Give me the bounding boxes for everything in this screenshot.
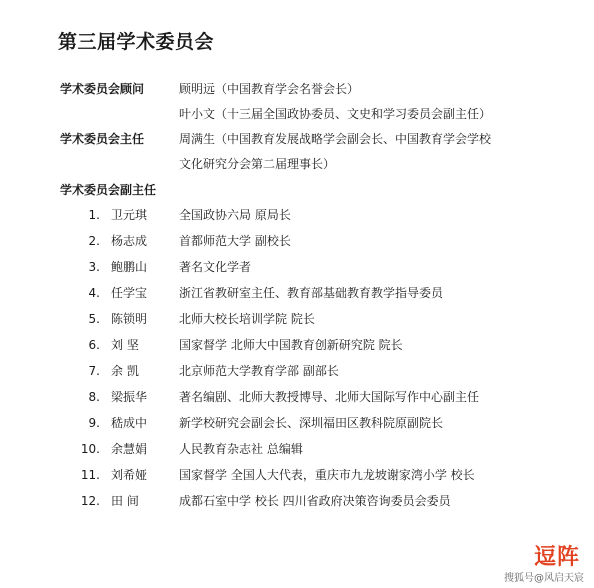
vice-chair-label: 学术委员会副主任	[60, 183, 157, 197]
member-name: 卫元琪	[111, 208, 148, 222]
member-description: 成都石室中学 校长 四川省政府决策咨询委员会委员	[179, 494, 451, 508]
list-item	[0, 389, 594, 405]
list-item	[0, 467, 594, 483]
member-description: 著名编剧、北师大教授博导、北师大国际写作中心副主任	[179, 390, 480, 404]
member-name: 梁振华	[111, 390, 148, 404]
member-number: 8.	[88, 390, 100, 404]
list-item	[0, 337, 594, 353]
member-name: 余 凯	[111, 364, 139, 378]
member-number: 7.	[88, 364, 100, 378]
member-description: 北京师范大学教育学部 副部长	[179, 364, 339, 378]
list-item	[0, 415, 594, 431]
member-name: 任学宝	[111, 286, 148, 300]
watermark-logo: 逗阵	[533, 545, 580, 570]
member-description: 北师大校长培训学院 院长	[179, 312, 315, 326]
chair-label: 学术委员会主任	[60, 132, 145, 146]
member-number: 10.	[80, 442, 100, 456]
list-item	[0, 285, 594, 301]
watermark	[466, 540, 586, 584]
member-number: 3.	[88, 260, 100, 274]
list-item	[0, 311, 594, 327]
chair-entry-line-2: 文化研究分会第二届理事长）	[179, 157, 336, 171]
advisor-entry-1: 顾明远（中国教育学会名誉会长）	[179, 82, 360, 96]
list-item	[0, 233, 594, 249]
chair-entry-line-1: 周满生（中国教育发展战略学会副会长、中国教育学会学校	[179, 132, 492, 146]
member-number: 2.	[88, 234, 100, 248]
member-description: 国家督学 全国人大代表，重庆市九龙坡谢家湾小学 校长	[179, 468, 475, 482]
list-item	[0, 207, 594, 223]
member-name: 鲍鹏山	[111, 260, 148, 274]
member-description: 著名文化学者	[179, 260, 252, 274]
member-name: 余慧娟	[111, 442, 148, 456]
member-number: 11.	[80, 468, 100, 482]
member-number: 12.	[80, 494, 100, 508]
member-description: 全国政协六局 原局长	[179, 208, 291, 222]
member-description: 新学校研究会副会长、深圳福田区教科院原副院长	[179, 416, 444, 430]
member-name: 陈锁明	[111, 312, 148, 326]
member-number: 9.	[88, 416, 100, 430]
member-number: 1.	[88, 208, 100, 222]
member-name: 刘 坚	[111, 338, 139, 352]
member-name: 田 间	[111, 494, 139, 508]
list-item	[0, 259, 594, 275]
list-item	[0, 363, 594, 379]
member-number: 4.	[88, 286, 100, 300]
page-title: 第三届学术委员会	[58, 31, 215, 53]
member-number: 6.	[88, 338, 100, 352]
member-name: 嵇成中	[111, 416, 148, 430]
advisor-label: 学术委员会顾问	[60, 82, 145, 96]
watermark-text: 搜狐号@风启天宸	[504, 573, 584, 584]
list-item	[0, 441, 594, 457]
list-item	[0, 493, 594, 509]
member-number: 5.	[88, 312, 100, 326]
member-description: 人民教育杂志社 总编辑	[179, 442, 303, 456]
member-description: 首都师范大学 副校长	[179, 234, 291, 248]
member-name: 杨志成	[111, 234, 148, 248]
member-name: 刘希娅	[111, 468, 148, 482]
advisor-entry-2: 叶小文（十三届全国政协委员、文史和学习委员会副主任）	[179, 107, 492, 121]
member-description: 国家督学 北师大中国教育创新研究院 院长	[179, 338, 403, 352]
member-description: 浙江省教研室主任、教育部基础教育教学指导委员	[179, 286, 444, 300]
